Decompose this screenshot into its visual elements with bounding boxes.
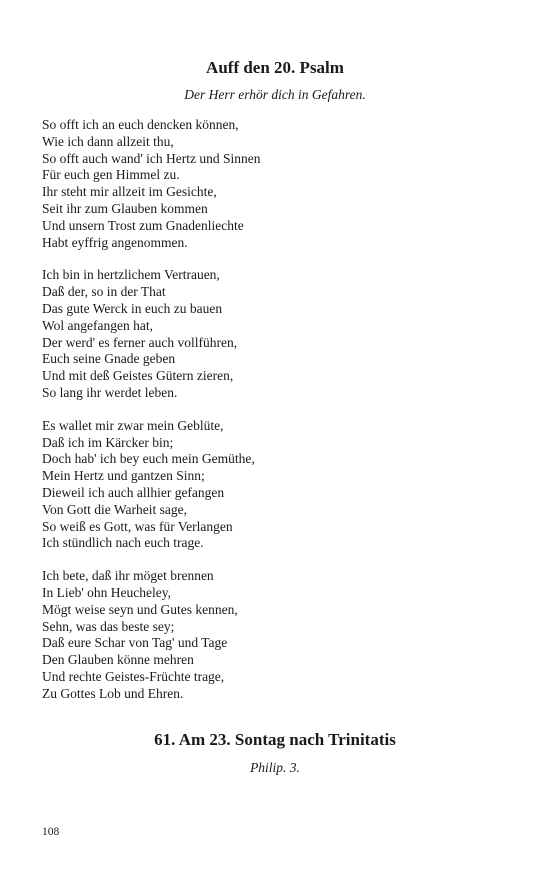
verse-line: Es wallet mir zwar mein Geblüte, (42, 417, 224, 433)
verse-line: Wie ich dann allzeit thu, (42, 133, 174, 149)
verse-line: Habt eyffrig angenommen. (42, 234, 188, 250)
poem-title: Auff den 20. Psalm (206, 58, 344, 77)
verse-line: Daß eure Schar von Tag' und Tage (42, 635, 228, 651)
verse-line: Seit ihr zum Glauben kommen (42, 200, 208, 216)
verse-line: Sehn, was das beste sey; (42, 618, 175, 634)
verse-line: Doch hab' ich bey euch mein Gemüthe, (42, 451, 255, 467)
verse-line: Ich bete, daß ihr möget brennen (42, 568, 214, 584)
stanza-4 (42, 568, 512, 702)
verse-line: Für euch gen Himmel zu. (42, 167, 180, 183)
next-poem-title: 61. Am 23. Sontag nach Trinitatis (154, 730, 396, 749)
verse-line: Den Glauben könne mehren (42, 652, 194, 668)
verse-line: Ihr steht mir allzeit im Gesichte, (42, 184, 217, 200)
stanza-3 (42, 418, 512, 552)
verse-line: Ich stündlich nach euch trage. (42, 535, 204, 551)
verse-line: Mein Hertz und gantzen Sinn; (42, 468, 205, 484)
verse-line: Das gute Werck in euch zu bauen (42, 300, 223, 316)
verse-line: Dieweil ich auch allhier gefangen (42, 484, 225, 500)
verse-line: So lang ihr werdet leben. (42, 384, 178, 400)
stanza-2 (42, 267, 512, 401)
verse-line: Und rechte Geistes-Früchte trage, (42, 668, 225, 684)
verse-line: Und mit deß Geistes Gütern zieren, (42, 368, 234, 384)
next-poem-subtitle: Philip. 3. (250, 760, 300, 775)
verse-line: Daß der, so in der That (42, 284, 166, 300)
verse-line: Ich bin in hertzlichem Vertrauen, (42, 267, 220, 283)
verse-line: In Lieb' ohn Heucheley, (42, 584, 172, 600)
verse-line: Daß ich im Kärcker bin; (42, 434, 174, 450)
poem-subtitle: Der Herr erhör dich in Gefahren. (184, 87, 366, 102)
verse-line: Zu Gottes Lob und Ehren. (42, 685, 184, 701)
verse-line: Und unsern Trost zum Gnadenliechte (42, 217, 244, 233)
poem-body (42, 117, 512, 719)
verse-line: Wol angefangen hat, (42, 317, 153, 333)
verse-line: So offt auch wand' ich Hertz und Sinnen (42, 150, 261, 166)
stanza-1 (42, 117, 512, 251)
verse-line: Euch seine Gnade geben (42, 351, 176, 367)
verse-line: So weiß es Gott, was für Verlangen (42, 518, 233, 534)
verse-line: Der werd' es ferner auch vollführen, (42, 334, 238, 350)
page-number: 108 (42, 826, 60, 838)
verse-line: Mögt weise seyn und Gutes kennen, (42, 601, 238, 617)
verse-line: Von Gott die Warheit sage, (42, 501, 188, 517)
verse-line: So offt ich an euch dencken können, (42, 117, 239, 132)
